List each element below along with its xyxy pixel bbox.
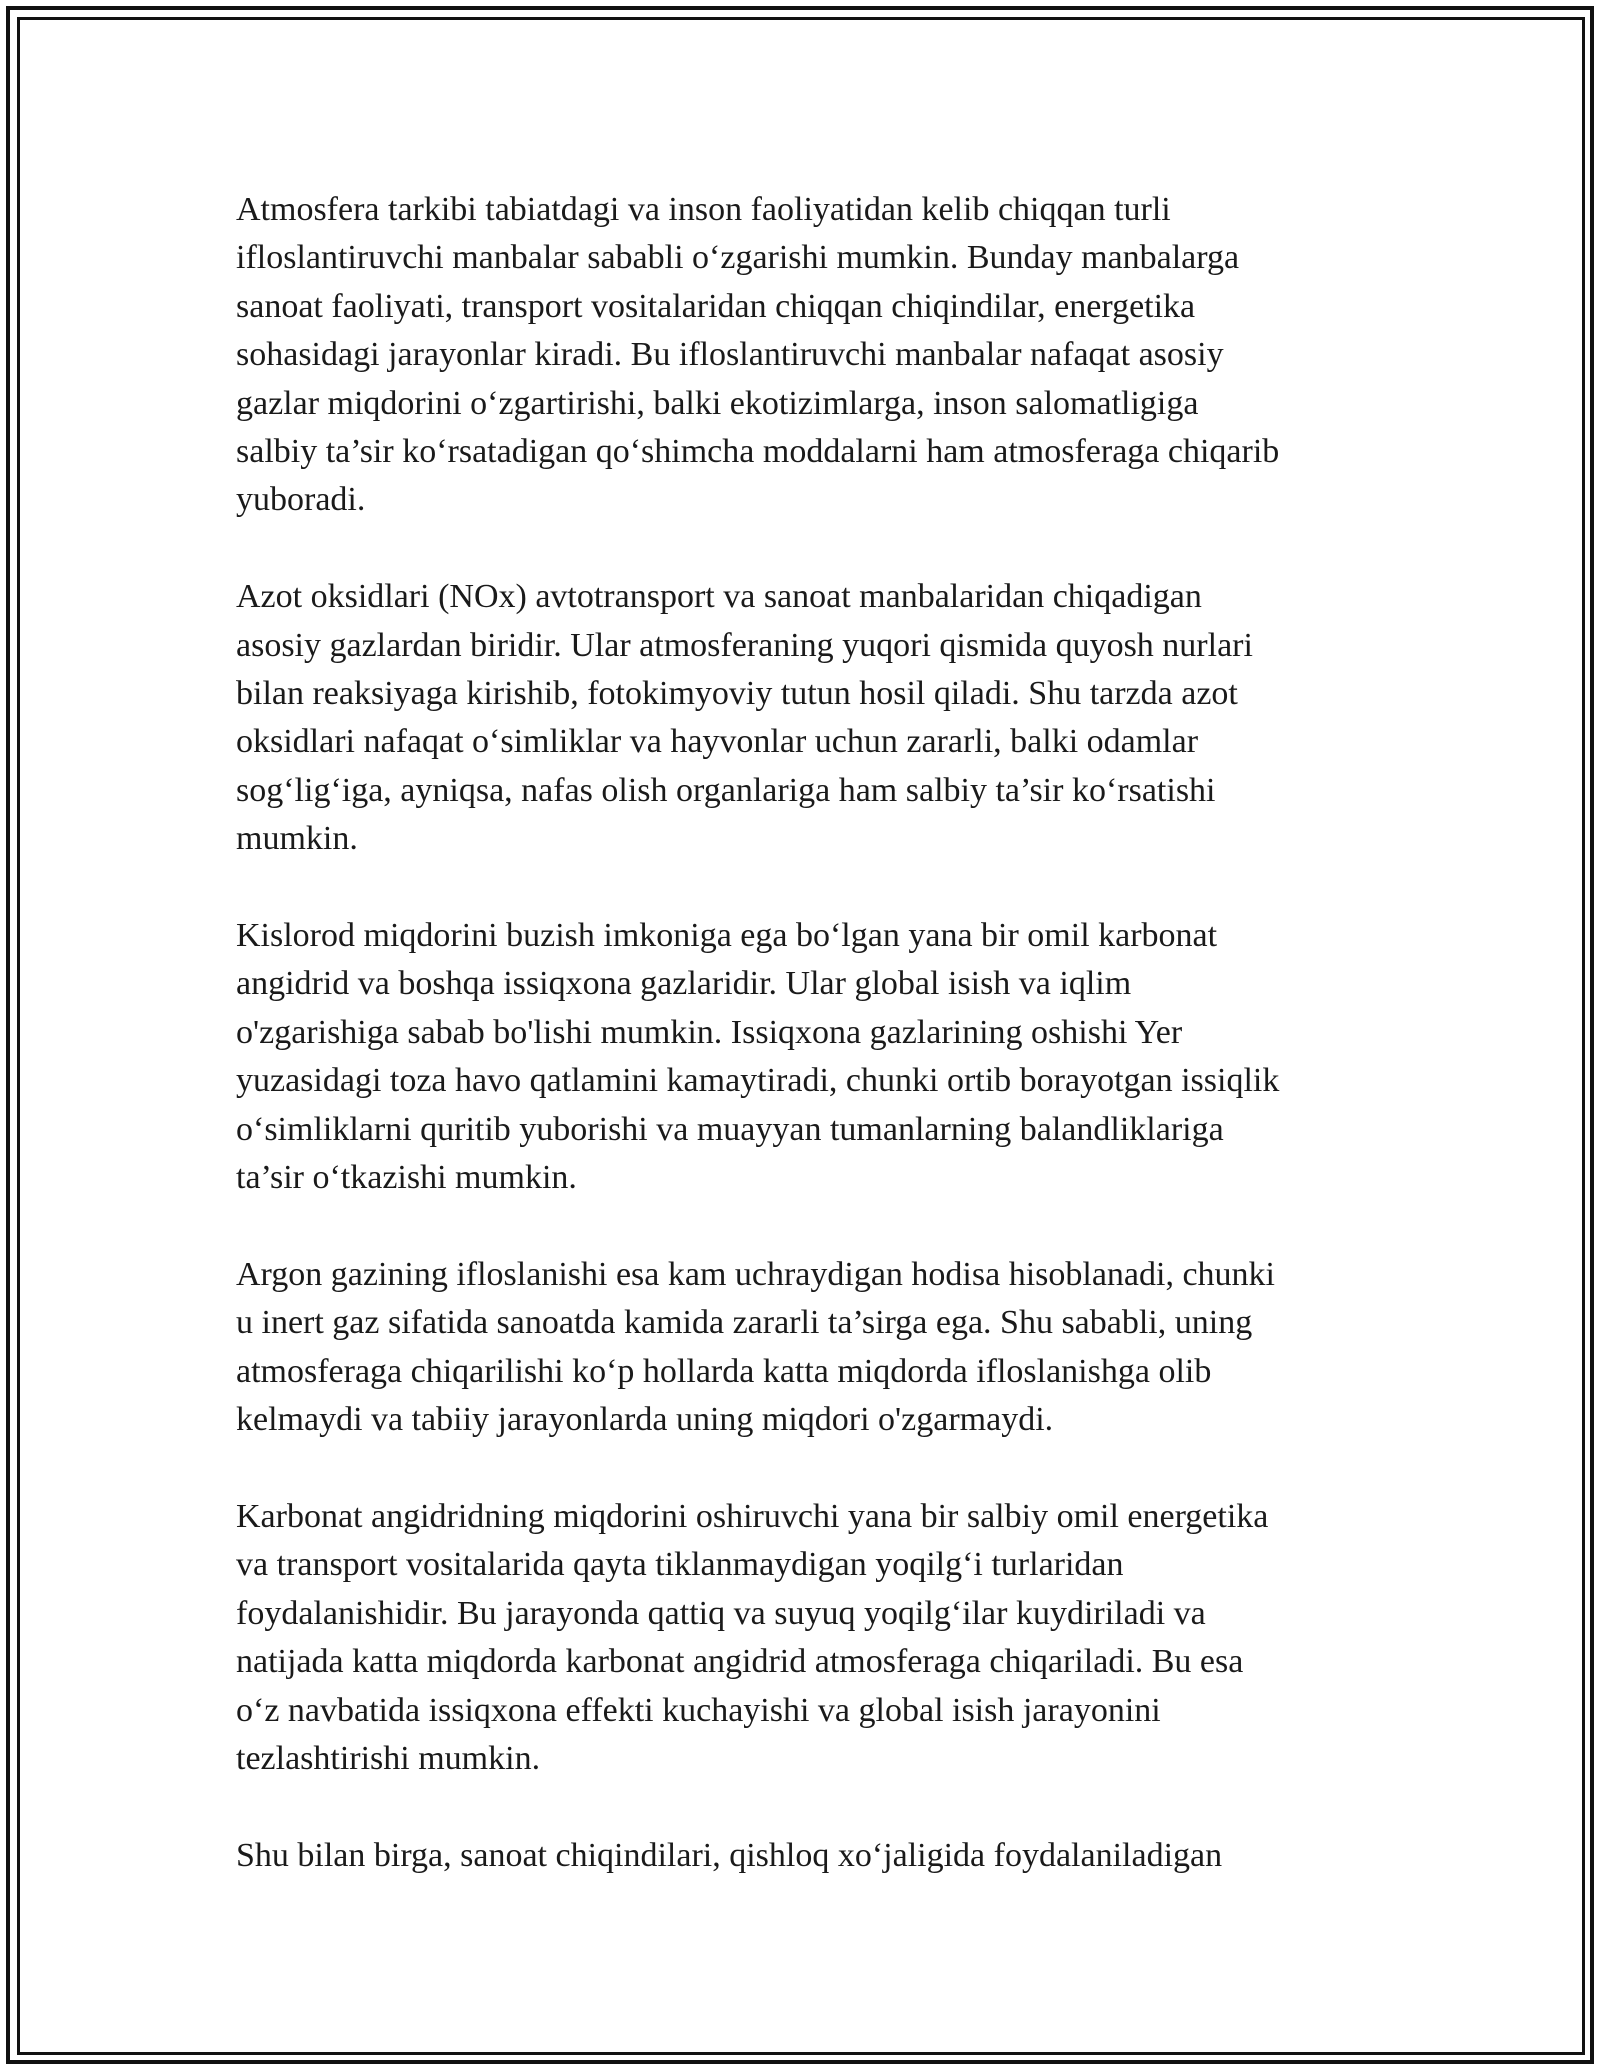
document-body <box>236 186 1386 1929</box>
paragraph-3: Kislorod miqdorini buzish imkoniga ega bo‘lgan yana bir omil karbonat angidrid va boshqa issiqxona gazlaridir. Ular global isish va iqlim o'zgarishiga sabab bo'lishi mumkin. Issiqxona gazlarining oshishi Yer yuzasidagi toza havo qatlamini kamaytiradi, chunki ortib borayotgan issiqlik o‘simliklarni quritib yuborishi va muayyan tumanlarning balandliklariga ta’sir o‘tkazishi mumkin. <box>236 917 1280 1197</box>
paragraph-1: Atmosfera tarkibi tabiatdagi va inson faoliyatidan kelib chiqqan turli ifloslantiruvchi manbalar sababli o‘zgarishi mumkin. Bunday manbalarga sanoat faoliyati, transport vositalaridan chiqqan chiqindilar, energetika sohasidagi jarayonlar kiradi. Bu ifloslantiruvchi manbalar nafaqat asosiy gazlar miqdorini o‘zgartirishi, balki ekotizimlarga, inson salomatligiga salbiy ta’sir ko‘rsatadigan qo‘shimcha moddalarni ham atmosferaga chiqarib yuboradi. <box>236 191 1280 519</box>
paragraph-2: Azot oksidlari (NOx) avtotransport va sanoat manbalaridan chiqadigan asosiy gazlardan biridir. Ular atmosferaning yuqori qismida quyosh nurlari bilan reaksiyaga kirishib, fotokimyoviy tutun hosil qiladi. Shu tarzda azot oksidlari nafaqat o‘simliklar va hayvonlar uchun zararli, balki odamlar sog‘lig‘iga, ayniqsa, nafas olish organlariga ham salbiy ta’sir ko‘rsatishi mumkin. <box>236 578 1253 858</box>
paragraph-4: Argon gazining ifloslanishi esa kam uchraydigan hodisa hisoblanadi, chunki u inert gaz sifatida sanoatda kamida zararli ta’sirga ega. Shu sababli, uning atmosferaga chiqarilishi ko‘p hollarda katta miqdorda ifloslanishga olib kelmaydi va tabiiy jarayonlarda uning miqdori o'zgarmaydi. <box>236 1255 1275 1439</box>
paragraph-6: Shu bilan birga, sanoat chiqindilari, qishloq xo‘jaligida foydalaniladigan <box>236 1836 1223 1874</box>
paragraph-5: Karbonat angidridning miqdorini oshiruvchi yana bir salbiy omil energetika va transport vositalarida qayta tiklanmaydigan yoqilg‘i turlaridan foydalanishidir. Bu jarayonda qattiq va suyuq yoqilg‘ilar kuydiriladi va natijada katta miqdorda karbonat angidrid atmosferaga chiqariladi. Bu esa o‘z navbatida issiqxona effekti kuchayishi va global isish jarayonini tezlashtirishi mumkin. <box>236 1497 1269 1777</box>
